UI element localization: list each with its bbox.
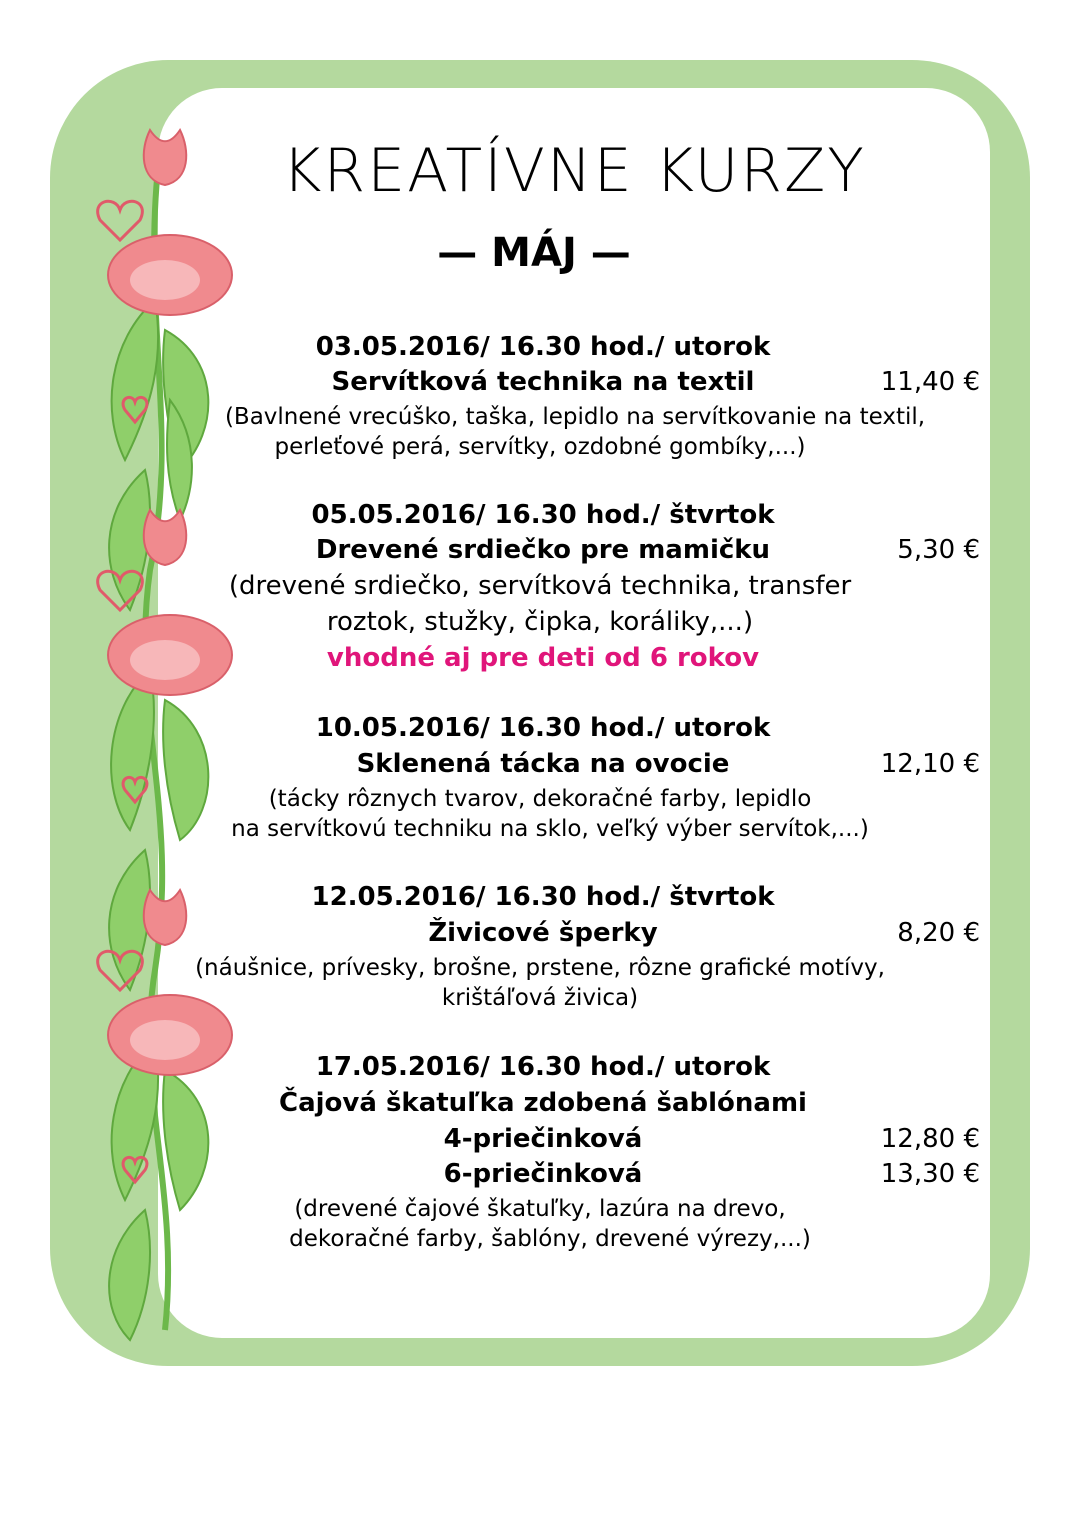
course-name: Servítková technika na textil bbox=[331, 367, 755, 397]
course-price: 11,40 € bbox=[880, 367, 980, 397]
course-date: 17.05.2016/ 16.30 hod./ utorok bbox=[315, 1052, 771, 1082]
course-note: vhodné aj pre deti od 6 rokov bbox=[326, 643, 760, 673]
course-price: 8,20 € bbox=[897, 918, 980, 948]
course-name: Drevené srdiečko pre mamičku bbox=[315, 535, 771, 565]
course-price: 13,30 € bbox=[880, 1159, 980, 1189]
course-description: krištáľová živica) bbox=[441, 985, 639, 1011]
course-variant: 6-priečinková bbox=[443, 1159, 643, 1189]
course-date: 05.05.2016/ 16.30 hod./ štvrtok bbox=[311, 500, 775, 530]
course-price: 12,80 € bbox=[880, 1124, 980, 1154]
course-price: 5,30 € bbox=[897, 535, 980, 565]
course-price: 12,10 € bbox=[880, 749, 980, 779]
course-description: perleťové perá, servítky, ozdobné gombíky,...) bbox=[274, 434, 806, 460]
course-date: 10.05.2016/ 16.30 hod./ utorok bbox=[315, 713, 771, 743]
course-variant: 4-priečinková bbox=[443, 1124, 643, 1154]
month-subtitle: — MÁJ — bbox=[437, 230, 631, 276]
course-name: Sklenená tácka na ovocie bbox=[356, 749, 730, 779]
course-name: Živicové šperky bbox=[428, 918, 658, 948]
course-description: dekoračné farby, šablóny, drevené výrezy,...) bbox=[289, 1226, 811, 1252]
course-description: roztok, stužky, čipka, koráliky,...) bbox=[326, 607, 754, 637]
course-date: 12.05.2016/ 16.30 hod./ štvrtok bbox=[311, 882, 775, 912]
course-date: 03.05.2016/ 16.30 hod./ utorok bbox=[315, 332, 771, 362]
course-description: na servítkovú techniku na sklo, veľký výber servítok,...) bbox=[231, 816, 869, 842]
course-description: (drevené srdiečko, servítková technika, transfer bbox=[228, 571, 852, 601]
course-name: Čajová škatuľka zdobená šablónami bbox=[279, 1088, 807, 1118]
course-description: (náušnice, prívesky, brošne, prstene, rôzne grafické motívy, bbox=[195, 955, 885, 981]
course-description: (tácky rôznych tvarov, dekoračné farby, lepidlo bbox=[268, 786, 812, 812]
course-description: (Bavlnené vrecúško, taška, lepidlo na servítkovanie na textil, bbox=[224, 404, 926, 430]
course-description: (drevené čajové škatuľky, lazúra na drevo, bbox=[294, 1196, 786, 1222]
page-title: KREATÍVNE KURZY bbox=[282, 136, 866, 206]
